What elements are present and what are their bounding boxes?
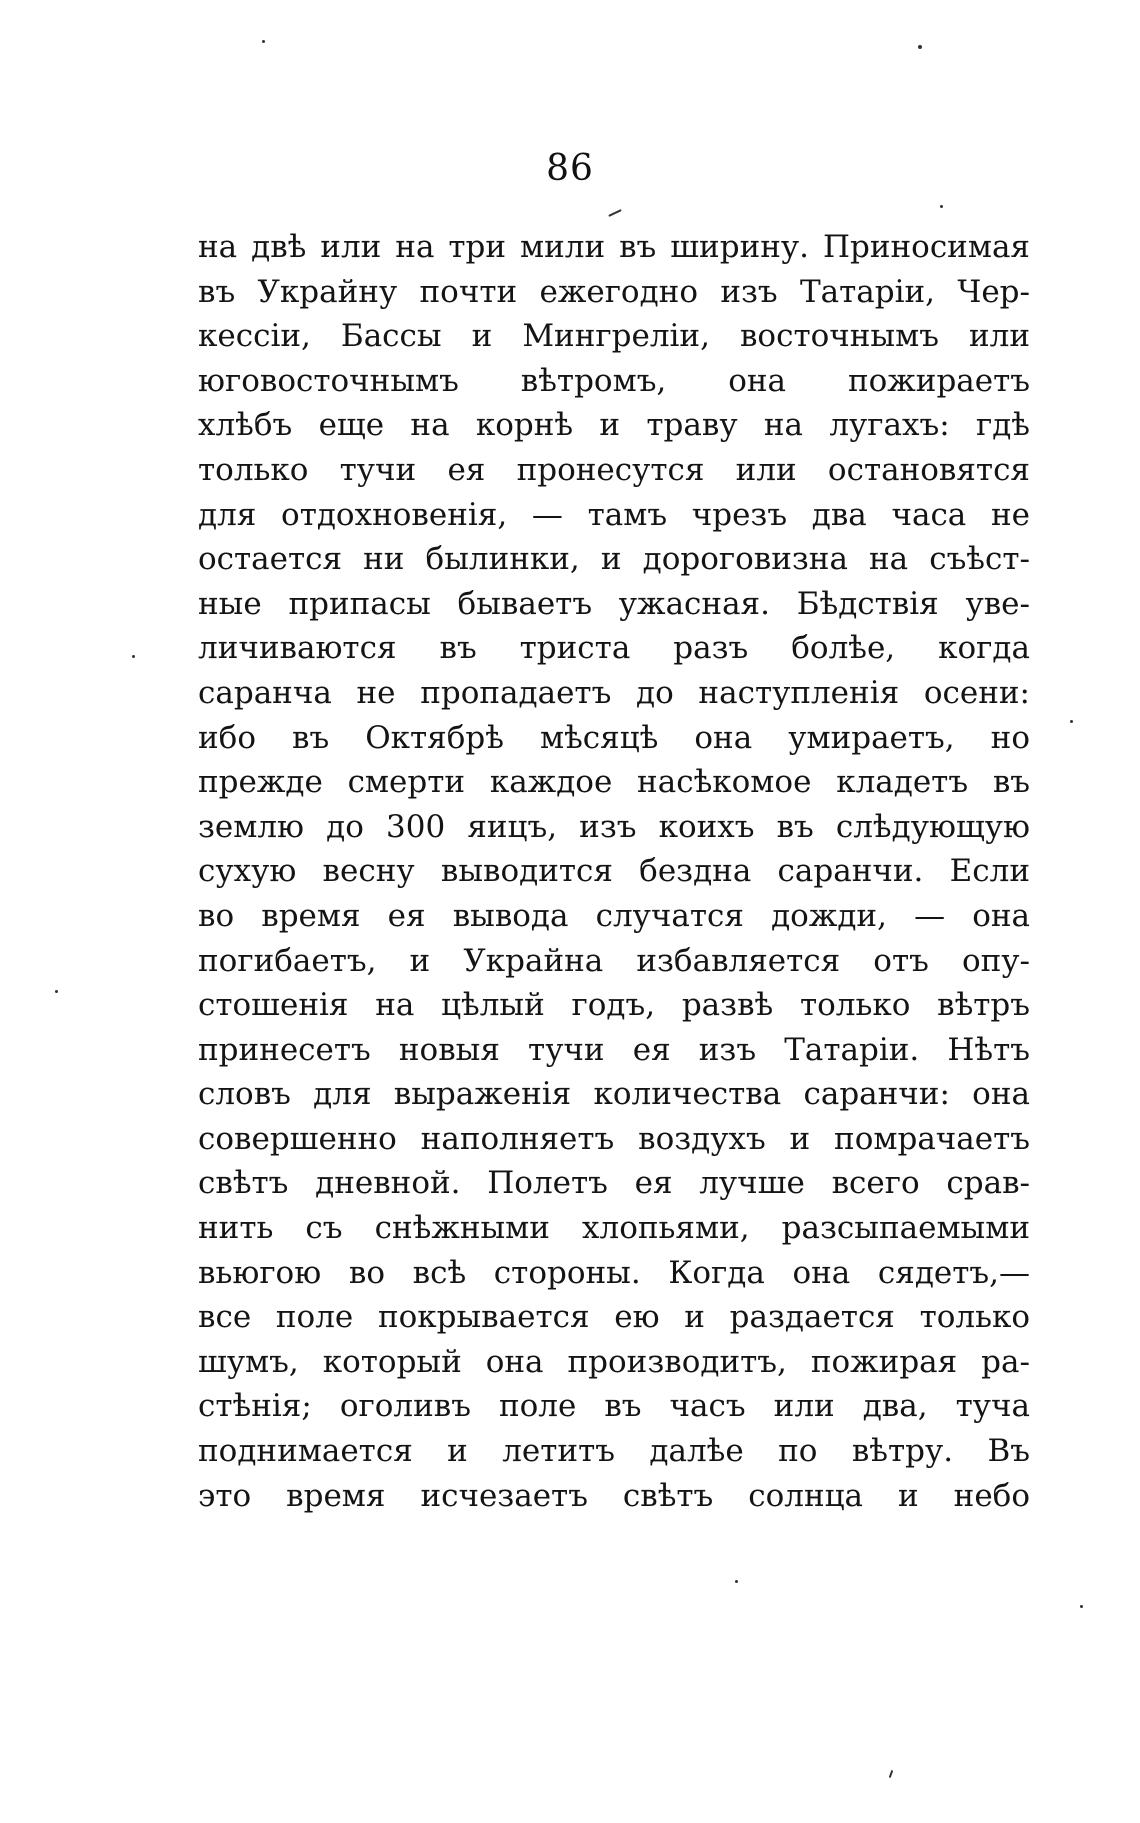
- text-line: ные припасы бываетъ ужасная. Бѣдствія уве-: [198, 585, 1030, 622]
- scan-speck: [55, 990, 58, 993]
- scan-speck: [889, 1770, 894, 1778]
- text-line: во время ея вывода случатся дожди, — она: [198, 897, 1030, 934]
- scan-speck: [918, 45, 922, 49]
- scan-speck: [1070, 720, 1073, 723]
- text-line: для отдохновенія, — тамъ чрезъ два часа не: [198, 496, 1030, 533]
- scan-speck: [608, 209, 622, 217]
- scan-speck: [735, 1580, 738, 1583]
- text-line: свѣтъ дневной. Полетъ ея лучше всего срав-: [198, 1165, 1030, 1202]
- text-line: стѣнія; оголивъ поле въ часъ или два, туча: [198, 1388, 1030, 1425]
- text-line: остается ни былинки, и дороговизна на съѣст-: [198, 541, 1030, 578]
- text-line: ибо въ Октябрѣ мѣсяцѣ она умираетъ, но: [198, 719, 1030, 756]
- text-line: хлѣбъ еще на корнѣ и траву на лугахъ: гдѣ: [198, 407, 1030, 444]
- text-line: стошенія на цѣлый годъ, развѣ только вѣтръ: [198, 987, 1030, 1024]
- text-line: это время исчезаетъ свѣтъ солнца и небо: [198, 1477, 1030, 1514]
- text-line: все поле покрывается ею и раздается только: [198, 1299, 1030, 1336]
- scan-speck: [1080, 1605, 1083, 1608]
- text-line: прежде смерти каждое насѣкомое кладетъ въ: [198, 764, 1030, 801]
- scan-speck: [262, 40, 265, 43]
- page-number: 86: [546, 148, 594, 189]
- text-line: сухую весну выводится бездна саранчи. Если: [198, 853, 1030, 890]
- text-line: землю до 300 яицъ, изъ коихъ въ слѣдующую: [198, 808, 1030, 845]
- text-line: шумъ, который она производитъ, пожирая ра-: [198, 1343, 1030, 1380]
- text-line: на двѣ или на три мили въ ширину. Приносимая: [198, 229, 1030, 265]
- text-line: совершенно наполняетъ воздухъ и помрачаетъ: [198, 1120, 1030, 1157]
- scan-speck: [940, 205, 943, 208]
- text-line: принесетъ новыя тучи ея изъ Татаріи. Нѣтъ: [198, 1031, 1030, 1068]
- text-line: погибаетъ, и Украйна избавляется отъ опу-: [198, 942, 1030, 979]
- text-line: кессіи, Бассы и Мингреліи, восточнымъ или: [198, 318, 1030, 355]
- text-line: юговосточнымъ вѣтромъ, она пожираетъ: [198, 362, 1030, 399]
- text-line: словъ для выраженія количества саранчи: она: [198, 1076, 1030, 1113]
- body-text: [198, 225, 1030, 1518]
- text-line: вьюгою во всѣ стороны. Когда она сядетъ,—: [198, 1254, 1030, 1291]
- text-line: нить съ снѣжными хлопьями, разсыпаемыми: [198, 1210, 1030, 1247]
- scan-speck: [132, 655, 135, 658]
- text-line: поднимается и летитъ далѣе по вѣтру. Въ: [198, 1433, 1030, 1470]
- text-line: только тучи ея пронесутся или остановятся: [198, 451, 1030, 488]
- text-line: въ Украйну почти ежегодно изъ Татаріи, Чер-: [198, 273, 1030, 310]
- text-line: личиваются въ триста разъ болѣе, когда: [198, 630, 1030, 667]
- text-line: саранча не пропадаетъ до наступленія осени:: [198, 674, 1030, 711]
